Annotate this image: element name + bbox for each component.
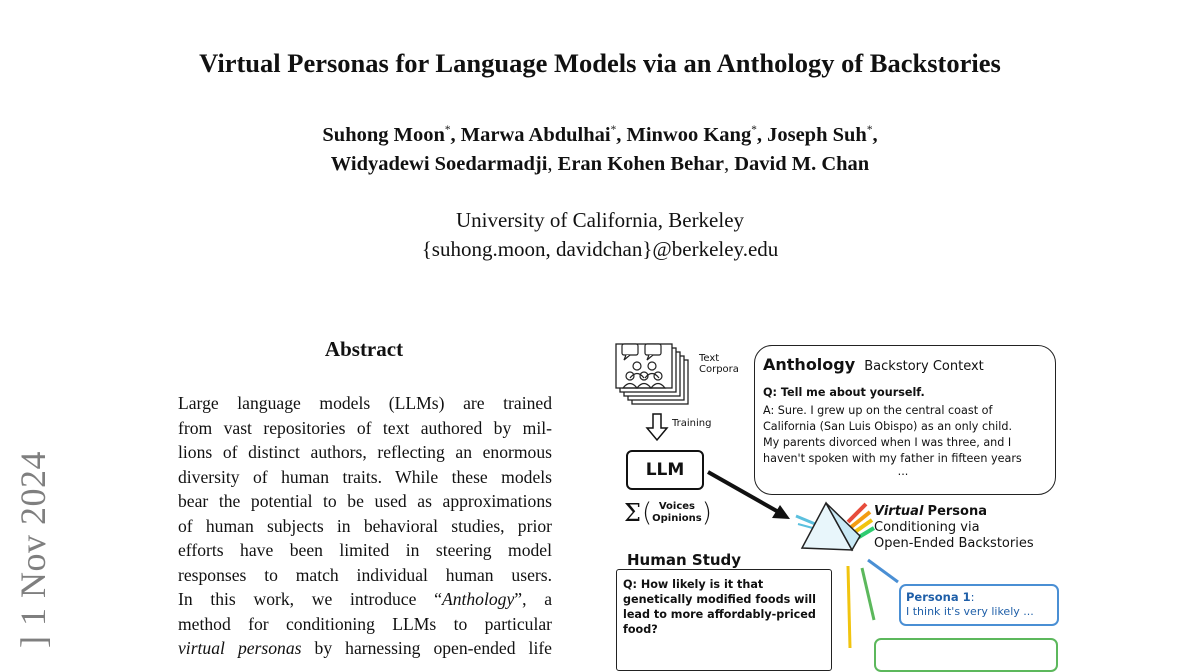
equal-contribution-mark: *: [866, 124, 873, 137]
abstract-line: method for conditioning LLMs to particular: [178, 613, 552, 634]
author-name: Marwa Abdulhai: [460, 124, 611, 146]
equal-contribution-mark: *: [610, 124, 617, 137]
voices-opinions-sum: [624, 498, 712, 528]
author-separator: ,: [450, 124, 461, 146]
persona-line3: Open-Ended Backstories: [874, 536, 1034, 551]
prism-icon: [796, 503, 874, 550]
human-study-title: Human Study: [627, 551, 742, 569]
connector-line: [848, 566, 850, 648]
author-separator: ,: [616, 124, 627, 146]
connector-line: [868, 560, 898, 582]
abstract-heading: Abstract: [324, 337, 404, 361]
abstract-line: Large language models (LLMs) are trained: [178, 393, 552, 413]
voices-opinions: [652, 501, 702, 525]
text-corpora-label: Text Corpora: [699, 353, 739, 375]
equal-contribution-mark: *: [444, 124, 451, 137]
abstract-line: responses to match individual human users.: [178, 564, 552, 585]
persona-1-colon: :: [970, 590, 975, 604]
answer-line: My parents divorced when I was three, and I: [763, 436, 1012, 449]
answer-ellipsis: ...: [897, 465, 909, 478]
answer-line: haven't spoken with my father in fifteen years: [763, 452, 1022, 465]
answer-line: A: Sure. I grew up on the central coast of: [763, 404, 993, 417]
author-separator: ,: [547, 153, 558, 175]
voices-label: Voices: [658, 501, 695, 512]
llm-box: LLM: [626, 450, 704, 490]
persona-line2: Conditioning via: [874, 520, 980, 535]
author-name: Minwoo Kang: [626, 124, 752, 146]
abstract-line: efforts have been limited in steering model: [178, 540, 552, 560]
paper-title: Virtual Personas for Language Models via an Anthology of Backstories: [199, 48, 1001, 78]
virtual-word: Virtual: [874, 504, 924, 519]
equal-contribution-mark: *: [751, 124, 757, 137]
paren-left: (: [641, 498, 653, 528]
virtual-persona-label: [874, 504, 1034, 552]
author-separator: ,: [756, 124, 768, 146]
persona-1-header: [906, 590, 974, 604]
overview-figure: [612, 338, 1072, 648]
question-line: Q: How likely is it that: [623, 578, 764, 591]
author-name: Widyadewi Soedarmadji: [330, 153, 548, 175]
question-line: lead to more affordably-priced: [623, 608, 816, 621]
paren-right: ): [701, 498, 712, 528]
persona-1-answer: I think it's very likely ...: [906, 605, 1034, 618]
affiliation: University of California, Berkeley: [455, 208, 745, 232]
opinions-label: Opinions: [652, 513, 702, 524]
human-study-box: [616, 569, 832, 671]
anthology-title: Anthology: [763, 355, 856, 374]
abstract-line: virtual personas by harnessing open-ended life: [178, 638, 552, 658]
author-name: Eran Kohen Behar: [557, 153, 724, 175]
email: {suhong.moon, davidchan}@berkeley.edu: [421, 237, 779, 261]
persona-word: Persona: [927, 504, 987, 519]
author-separator: ,: [872, 124, 878, 146]
abstract-line: from vast repositories of text authored by mil-: [178, 417, 552, 438]
persona-1-label: Persona 1: [906, 590, 971, 604]
author-name: David M. Chan: [734, 153, 870, 175]
anthology-box: [754, 345, 1056, 495]
author-line-1: [0, 124, 1200, 147]
abstract-line: bear the potential to be used as approximations: [178, 491, 552, 511]
author-line-2: [0, 153, 1200, 176]
training-arrow-icon: [647, 414, 667, 440]
arxiv-stamp: ] 1 Nov 2024: [13, 451, 53, 648]
abstract-line: lions of distinct authors, reflecting an enormous: [178, 442, 552, 462]
author-name: Joseph Suh: [767, 124, 867, 146]
author-name: Suhong Moon: [322, 124, 445, 146]
anthology-subtitle: Backstory Context: [864, 359, 984, 374]
abstract-line: of human subjects in behavioral studies, prior: [178, 515, 552, 536]
abstract-line: In this work, we introduce “Anthology”, a: [178, 589, 553, 609]
anthology-question: Q: Tell me about yourself.: [763, 386, 925, 399]
anthology-header: [763, 355, 984, 374]
question-line: genetically modified foods will: [623, 593, 816, 606]
abstract-line: diversity of human traits. While these models: [178, 466, 552, 487]
author-separator: ,: [723, 153, 735, 175]
anthology-answer: [763, 403, 1043, 477]
training-label: Training: [672, 418, 712, 429]
answer-line: California (San Luis Obispo) as an only child.: [763, 420, 1013, 433]
question-line: food?: [623, 623, 658, 636]
persona-2-box: [874, 638, 1058, 672]
persona-1-box: [899, 584, 1059, 626]
sum-symbol: Σ: [624, 499, 641, 527]
human-study-question: [623, 577, 816, 637]
connector-line: [862, 568, 874, 620]
